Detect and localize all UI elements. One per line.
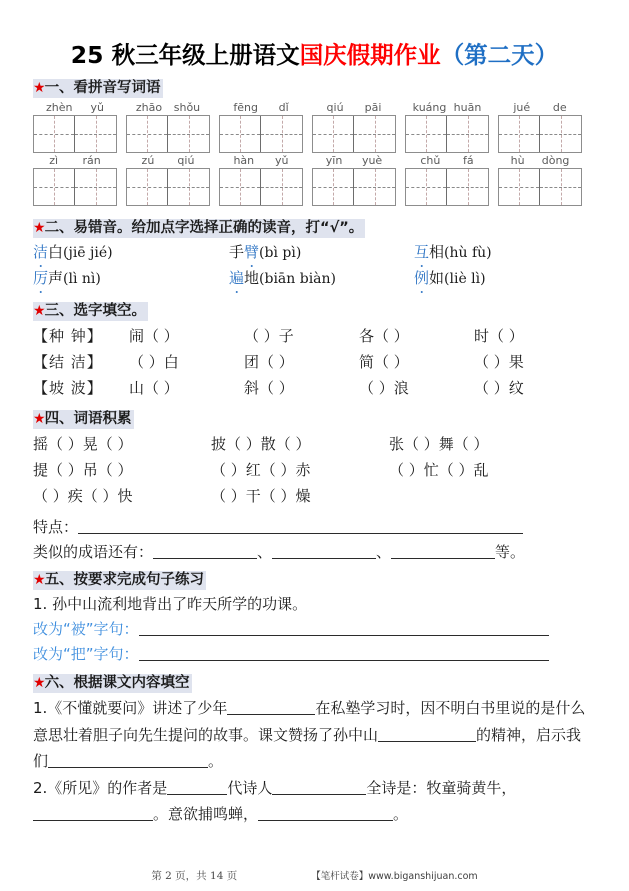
q2-blank-1[interactable]	[167, 794, 227, 795]
section-heading-5	[33, 571, 206, 590]
section-5-label: 五、按要求完成句子练习	[44, 572, 205, 588]
word-rest: 如	[429, 269, 445, 287]
star-icon: ★	[33, 675, 45, 691]
star-icon: ★	[33, 220, 45, 236]
pinyin-syllable: rán	[82, 154, 101, 167]
tianzige-box[interactable]	[312, 168, 396, 206]
title-part-black: 25 秋三年级上册语文	[70, 41, 300, 69]
dotted-char: 互	[414, 240, 429, 265]
separator: 、	[376, 543, 392, 561]
pinyin-syllable: zì	[49, 154, 59, 167]
pinyin-options[interactable]: (liè lì)	[444, 271, 486, 287]
idiom-blank[interactable]: （ ）疾（ ）快	[33, 487, 133, 505]
pinyin-cell	[33, 101, 117, 153]
idiom-row	[33, 431, 596, 457]
feature-line	[33, 515, 596, 540]
pronunciation-row	[33, 240, 596, 266]
q1-blank-3[interactable]	[48, 767, 208, 768]
pinyin-syllable: yīn	[325, 154, 343, 167]
pinyin-syllable: zú	[141, 154, 155, 167]
feature-label: 特点：	[33, 518, 79, 536]
q1-text-e: 的精神，启示我们	[33, 725, 582, 770]
dotted-char: 厉	[33, 266, 48, 291]
idiom-blank[interactable]: 提（ ）吊（ ）	[33, 461, 133, 479]
q2-blank-3[interactable]	[33, 820, 153, 821]
dotted-char: 遍	[229, 266, 244, 291]
idiom-blank[interactable]: （ ）干（ ）燥	[211, 487, 311, 505]
pinyin-cell	[498, 154, 582, 206]
blank-cell[interactable]: 斜（ ）	[244, 379, 294, 397]
q2-text-b: 代诗人	[227, 778, 273, 797]
pinyin-grid-row-2	[33, 154, 596, 206]
q2-blank-4[interactable]	[258, 820, 393, 821]
pinyin-syllable: fá	[463, 154, 474, 167]
feature-blank[interactable]	[78, 533, 523, 534]
page-number: 第 2 页，共 14 页	[151, 870, 238, 882]
star-icon: ★	[33, 411, 45, 427]
char-bracket: 【坡 波】	[33, 379, 103, 397]
pinyin-syllable: dǐ	[278, 101, 289, 114]
pinyin-syllable: hàn	[233, 154, 255, 167]
fill-question-1	[33, 695, 596, 775]
pinyin-cell	[33, 154, 117, 206]
q1-blank-2[interactable]	[378, 741, 476, 742]
similar-label: 类似的成语还有：	[33, 543, 154, 561]
pinyin-cell	[312, 154, 396, 206]
pinyin-cell	[405, 154, 489, 206]
pinyin-options[interactable]: (hù fù)	[444, 245, 492, 261]
blank-cell[interactable]: （ ）浪	[359, 379, 409, 397]
pinyin-cell	[126, 154, 210, 206]
q2-text-e: 。	[393, 805, 409, 823]
pinyin-options[interactable]: (bì pì)	[259, 245, 302, 261]
pinyin-syllable: dòng	[541, 154, 570, 167]
pinyin-syllable: qiú	[326, 101, 344, 114]
pinyin-grid-row-1	[33, 101, 596, 153]
pinyin-cell	[126, 101, 210, 153]
choose-char-row	[33, 349, 596, 375]
section-heading-3	[33, 302, 148, 321]
pinyin-cell	[312, 101, 396, 153]
pronunciation-item[interactable]	[33, 240, 229, 266]
pinyin-cell	[498, 101, 582, 153]
section-heading-2	[33, 219, 365, 238]
title-part-red: 国庆假期作业	[299, 41, 441, 69]
star-icon: ★	[33, 80, 45, 96]
pinyin-syllable: zhāo	[135, 101, 163, 114]
idiom-row	[33, 483, 596, 509]
section-2-label: 二、易错音。给加点字选择正确的读音，打“√”。	[44, 220, 364, 236]
blank-cell[interactable]: （ ）子	[244, 327, 294, 345]
q2-text-a: 2.《所见》的作者是	[33, 778, 168, 797]
section-6-label: 六、根据课文内容填空	[44, 675, 190, 691]
word-rest: 白	[48, 243, 64, 261]
sentence-question-1: 1. 孙中山流利地背出了昨天所学的功课。	[33, 595, 308, 613]
q1-text-f: 。	[208, 752, 224, 770]
tianzige-box[interactable]	[126, 115, 210, 153]
blank-cell[interactable]: 团（ ）	[244, 353, 294, 371]
pinyin-options[interactable]: (jiē jié)	[63, 245, 113, 261]
pinyin-syllable: shǒu	[173, 101, 201, 114]
page-title	[33, 0, 596, 77]
char-bracket: 【结 洁】	[33, 353, 103, 371]
similar-idioms-line	[33, 540, 596, 565]
pinyin-options[interactable]: (biān biàn)	[259, 271, 337, 287]
pinyin-cell	[219, 154, 303, 206]
q2-text-d: 。意欲捕鸣蝉，	[153, 805, 259, 823]
q1-text-d: 山	[363, 725, 379, 744]
pinyin-syllable: qiú	[177, 154, 195, 167]
rewrite-bei-label: 改为“被”字句：	[33, 620, 139, 638]
section-heading-1	[33, 79, 163, 98]
section-heading-6	[33, 674, 192, 693]
tianzige-box[interactable]	[219, 168, 303, 206]
pronunciation-item[interactable]	[414, 240, 492, 266]
dotted-char: 洁	[33, 240, 48, 265]
rewrite-ba-line	[33, 642, 596, 667]
section-heading-4	[33, 410, 134, 429]
choose-char-row	[33, 323, 596, 349]
idiom-blank[interactable]: 披（ ）散（ ）	[211, 435, 311, 453]
tianzige-box[interactable]	[33, 168, 117, 206]
similar-blank[interactable]	[153, 558, 257, 559]
pinyin-syllable: fēng	[233, 101, 258, 114]
pinyin-syllable: yuè	[361, 154, 383, 167]
idiom-blank[interactable]: （ ）忙（ ）乱	[389, 461, 489, 479]
rewrite-ba-blank[interactable]	[139, 660, 549, 661]
idiom-blank[interactable]: 摇（ ）晃（ ）	[33, 435, 133, 453]
idiom-row	[33, 457, 596, 483]
pinyin-syllable: chǔ	[420, 154, 441, 167]
rewrite-bei-line	[33, 617, 596, 642]
word-rest: 声	[48, 269, 64, 287]
tianzige-box[interactable]	[498, 168, 582, 206]
pinyin-syllable: kuáng	[412, 101, 447, 114]
tianzige-box[interactable]	[126, 168, 210, 206]
idiom-blank[interactable]	[389, 483, 567, 509]
q2-text-c: 全诗是：牧童骑黄牛，	[366, 778, 517, 797]
pronunciation-item[interactable]	[229, 240, 414, 266]
tianzige-box[interactable]	[498, 115, 582, 153]
pinyin-syllable: yǔ	[275, 154, 289, 167]
tianzige-box[interactable]	[312, 115, 396, 153]
idiom-blank[interactable]: （ ）红（ ）赤	[211, 461, 311, 479]
blank-cell[interactable]: （ ）白	[129, 353, 179, 371]
section-3-label: 三、选字填空。	[44, 303, 147, 319]
dotted-char: 例	[414, 266, 429, 291]
blank-cell[interactable]: （ ）纹	[474, 379, 524, 397]
page-footer	[0, 868, 629, 883]
blank-cell[interactable]: 时（ ）	[474, 327, 524, 345]
section-1-label: 一、看拼音写词语	[44, 80, 161, 96]
pronunciation-item[interactable]	[33, 266, 229, 292]
q1-text-c: 书里说的是什么意思壮着胆子向先生提问的故事。课文赞扬了孙中	[33, 699, 586, 744]
tianzige-box[interactable]	[33, 115, 117, 153]
word-rest: 相	[429, 243, 445, 261]
blank-cell[interactable]: （ ）果	[474, 353, 524, 371]
pinyin-syllable: hù	[510, 154, 525, 167]
pronunciation-item[interactable]	[229, 266, 414, 292]
pronunciation-row	[33, 266, 596, 292]
choose-char-row	[33, 375, 596, 401]
fill-question-2	[33, 775, 596, 828]
separator: 、	[257, 543, 273, 561]
pinyin-syllable: de	[552, 101, 567, 114]
pinyin-syllable: huān	[453, 101, 482, 114]
blank-cell[interactable]: 各（ ）	[359, 327, 409, 345]
q1-text-b: 在私塾学习时，因不明白	[315, 699, 481, 717]
title-part-blue: （第二天）	[440, 41, 559, 69]
tianzige-box[interactable]	[405, 115, 489, 153]
rewrite-bei-blank[interactable]	[139, 635, 549, 636]
rewrite-ba-label: 改为“把”字句：	[33, 645, 139, 663]
char-bracket: 【种 钟】	[33, 327, 103, 345]
q1-text-a: 1.《不懂就要问》讲述了少年	[33, 699, 228, 717]
star-icon: ★	[33, 572, 45, 588]
idiom-blank[interactable]: 张（ ）舞（ ）	[389, 435, 489, 453]
similar-blank[interactable]	[272, 558, 376, 559]
pinyin-syllable: jué	[513, 101, 531, 114]
star-icon: ★	[33, 303, 45, 319]
similar-blank[interactable]	[391, 558, 495, 559]
pinyin-options[interactable]: (lì nì)	[63, 271, 101, 287]
tianzige-box[interactable]	[405, 168, 489, 206]
blank-cell[interactable]: 山（ ）	[129, 379, 179, 397]
blank-cell[interactable]: 闹（ ）	[129, 327, 179, 345]
dotted-char: 臂	[244, 240, 259, 265]
section-4-label: 四、词语积累	[44, 411, 132, 427]
pronunciation-item[interactable]	[414, 266, 486, 292]
pinyin-cell	[219, 101, 303, 153]
word-prefix: 手	[229, 243, 245, 261]
pinyin-syllable: yǔ	[90, 101, 104, 114]
similar-end: 等。	[495, 543, 526, 561]
blank-cell[interactable]: 简（ ）	[359, 353, 409, 371]
q2-blank-2[interactable]	[272, 794, 366, 795]
pinyin-syllable: zhèn	[46, 101, 73, 114]
brand-watermark: 【笔杆试卷】www.biganshijuan.com	[311, 871, 478, 882]
q1-blank-1[interactable]	[227, 714, 315, 715]
pinyin-cell	[405, 101, 489, 153]
word-rest: 地	[244, 269, 260, 287]
tianzige-box[interactable]	[219, 115, 303, 153]
pinyin-syllable: pāi	[364, 101, 382, 114]
